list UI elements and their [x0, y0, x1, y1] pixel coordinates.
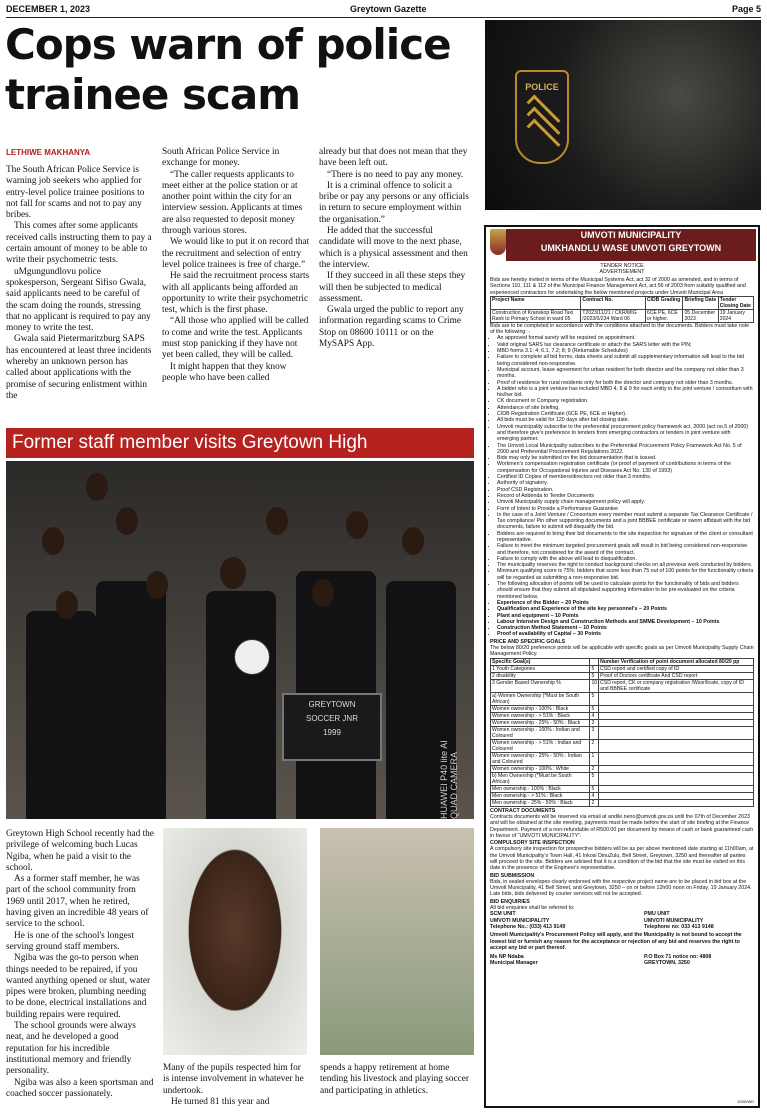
goals-cell: Women ownership - 100% : Indian and Coloured — [491, 726, 590, 739]
goals-row — [491, 799, 754, 806]
condition-item: • The municipality reserves the right to conduct background checks on all previous work conducted by bidders. — [497, 562, 754, 568]
advert-body — [490, 277, 754, 967]
municipal-crest — [490, 229, 506, 255]
goals-row — [491, 705, 754, 712]
paragraph: He added that the successful candidate will move to the next phase, which is a physical assessment and then the interview. — [319, 226, 468, 270]
points-item: • Plant and equipment – 10 Points — [497, 613, 754, 619]
condition-item: • Umvoti municipality subscribe to the preferential procurement policy framework act, 2000 (act no.5 of 2000) and therefore give's preference to tenders from emerging contractors or tenders in joint venture with emerging partner. — [497, 424, 754, 443]
goals-cell — [599, 772, 754, 785]
scm-unit: SCM UNIT — [490, 911, 516, 918]
blazer — [96, 581, 166, 819]
goals-cell: 4 — [590, 712, 599, 719]
table-cell: 05 December 2023 — [683, 309, 718, 322]
face — [266, 507, 288, 535]
condition-item: • The Umvoti Local Municipality subscribes to the Preferential Procurement Policy Framework Act No. 5 of 2000 and Preferential Procurement Regulations 2022. — [497, 443, 754, 456]
goals-cell — [599, 712, 754, 719]
goals-row — [491, 765, 754, 772]
manager-name: Ms NP Ndaba — [490, 954, 524, 961]
condition-item: • Failure to meet the minimum targeted procurement goals will result in bid being considered non-responsive and therefore, not considered for the award of the contract. — [497, 543, 754, 556]
goals-row — [491, 739, 754, 752]
goals-cell: 5 — [590, 672, 599, 679]
goals-cell: 10 — [590, 679, 599, 692]
paragraph: As a former staff member, he was part of the school community from 1969 until 2017, when he retired, having given an incredible 48 years of service to the school. — [6, 874, 149, 930]
points-item: • Construction Method Statement – 10 Points — [497, 625, 754, 631]
goals-header — [590, 658, 599, 665]
goals-header: Number Verification of point document allocated 80/20 pp — [599, 658, 754, 665]
table-header: Contract No. — [581, 296, 645, 309]
condition-item: • Bids may only be submitted on the bid documentation that is issued. — [497, 455, 754, 461]
police-photo — [485, 20, 761, 210]
condition-item: • An approved formal surety will be required on appointment. — [497, 335, 754, 341]
paragraph: It might happen that they know people who have been called — [162, 361, 287, 383]
manager-title: Municipal Manager — [490, 960, 538, 967]
board-line3: 1999 — [323, 728, 341, 737]
condition-item: • Form of Intent to Provide a Performance Guarantee — [497, 506, 754, 512]
pmu-contact — [644, 911, 754, 930]
condition-item: • Proof of residence for rural residents only for both the director and company not older than 3 months. — [497, 380, 754, 386]
goals-row — [491, 719, 754, 726]
goals-row — [491, 665, 754, 672]
goals-cell: 3 — [590, 719, 599, 726]
goals-cell: CSD report, CK or company registration /Wsor/licate, copy of ID and BBBEE certificate — [599, 679, 754, 692]
story2-col1 — [6, 829, 154, 1100]
goals-row — [491, 712, 754, 719]
paragraph: spends a happy retirement at home tending his livestock and playing soccer and participating in athletics. — [320, 1063, 469, 1096]
tender-notice: TENDER NOTICE — [600, 263, 644, 269]
paragraph: already but that does not mean that they have been left out. — [319, 147, 468, 169]
condition-item: • A bidder who is a joint venture has included MBD 4, 8 & 9 for each entity in the joint venture / consortium with his/her bid. — [497, 386, 754, 399]
goals-cell — [599, 726, 754, 739]
story2-col2 — [163, 1063, 309, 1108]
goals-cell — [599, 785, 754, 792]
scm-muni: UMVOTI MUNICIPALITY — [490, 917, 550, 924]
story2-col3 — [320, 1063, 470, 1097]
face — [116, 507, 138, 535]
story2-banner: Former staff member visits Greytown High — [6, 428, 474, 458]
bid-text: Bids, in sealed envelopes clearly endorsed with the respective project name are to be placed in bid box at the Umvoti Municipality, 41 Bell Street, and Greytown, 3250 – on or before 12h00 noon on Friday, 19 January 2024. Late bids, bids delivered by courier services will not be accepted. — [490, 878, 752, 898]
conditions-list — [490, 335, 754, 599]
blazer — [206, 591, 276, 819]
header-rule — [6, 17, 761, 18]
pmu-muni: UMVOTI MUNICIPALITY — [644, 917, 704, 924]
condition-item: • The following allocation of points will be used to calculate points for the functionality of bids and bidders should ensure that they submit all stipulated supporting information to be pre-evaluated on the criteria mentioned below. — [497, 581, 754, 600]
bidders-intro: Bids are to be completed in accordance with the conditions attached to the documents. Bidders must take note of the following: - — [490, 322, 750, 336]
condition-item: • Umvoti Municipality supply chain management policy will apply. — [497, 499, 754, 505]
condition-item: • Authority of signatory. — [497, 480, 754, 486]
points-item: • Proof of availability of Capital – 30 Points — [497, 631, 754, 637]
table-header: Briefing Date — [683, 296, 718, 309]
goals-row — [491, 752, 754, 765]
paragraph: The South African Police Service is warning job seekers who applied for entry-level police trainee positions to not fall for scams and not to pay any bribes. — [6, 165, 145, 221]
goals-cell: 2 — [590, 799, 599, 806]
paragraph: Ngiba was the go-to person when things needed to be repaired, if you wanted anything opened or shut, water pipes were broken, plumbing needing to be done, electrical installations and building repairs were required. — [6, 953, 151, 1020]
goals-cell: Women ownership - 25% - 50% : Black — [491, 719, 590, 726]
table-cell: 19 January 2024 — [718, 309, 753, 322]
goals-row — [491, 785, 754, 792]
headline: Cops warn of police trainee scam — [5, 20, 451, 119]
paragraph: South African Police Service in exchange for money. — [162, 147, 280, 169]
ad-ref: 1000/WD — [737, 1098, 754, 1104]
goals-row — [491, 679, 754, 692]
points-item: • Qualification and Experience of the site key personnel's – 20 Points — [497, 606, 754, 612]
paragraph: He is one of the school's longest serving ground staff members. — [6, 930, 134, 952]
goals-cell: 5 — [590, 692, 599, 705]
tender-advert — [484, 225, 760, 1108]
bid-heading: BID SUBMISSION — [490, 872, 535, 879]
po-box: P.O Box 71 notice no: 4808 — [644, 954, 712, 961]
story1-col1 — [6, 165, 152, 402]
goals-cell: 5 — [590, 785, 599, 792]
scm-tel: Telephone No.: (033) 413 9149 — [490, 923, 566, 930]
goals-row — [491, 792, 754, 799]
badge-text: POLICE — [525, 82, 559, 92]
goals-cell: Women ownership - 100% : White — [491, 765, 590, 772]
condition-item: • MBD forms 3.1; 4; 6.1, 7.2; 8; 9 (Returnable Schedules) — [497, 348, 754, 354]
board-line2: SOCCER JNR — [305, 714, 358, 723]
advert-title-2: UMKHANDLU WASE UMVOTI GREYTOWN — [540, 243, 722, 253]
goals-table — [490, 658, 754, 807]
goals-cell — [599, 792, 754, 799]
goals-cell: CSD report and certified copy of ID — [599, 665, 754, 672]
visit-photo — [320, 828, 474, 1055]
goals-cell: Men ownership - 100% : Black — [491, 785, 590, 792]
site-heading: COMPULSORY SITE INSPECTION — [490, 840, 575, 847]
story1-col2 — [162, 147, 310, 384]
goals-cell: b) Men Ownership (*Must be South African) — [491, 772, 590, 785]
goals-cell: 5 — [590, 665, 599, 672]
paragraph: “All those who applied will be called to come and write the test. Applicants must stop panicking if they have not yet been called, they will be called. — [162, 316, 309, 361]
condition-item: • Minimum qualifying score is 75%; bidders that score less than 75 out of 100 points for the functionality criteria will be regarded as submitting a non-responsive bid. — [497, 568, 754, 581]
paragraph: If they succeed in all these steps they will then be subjected to medical assessment. — [319, 271, 466, 304]
goals-cell: Women ownership - > 51% : Black — [491, 712, 590, 719]
issue-date: DECEMBER 1, 2023 — [6, 4, 91, 14]
project-table — [490, 296, 754, 323]
board-line1: GREYTOWN — [308, 700, 356, 709]
goals-cell: Men ownership - > 51% : Black — [491, 792, 590, 799]
goals-header: Specific Goal(s) — [491, 658, 590, 665]
condition-item: • Bidders are required to bring their bid documents to the site inspection for signature of the client or consultant representative. — [497, 531, 754, 544]
goals-cell: 4 — [590, 792, 599, 799]
enquiries-heading: BID ENQUIRIES — [490, 898, 530, 905]
face — [146, 571, 168, 599]
goals-cell: 3 — [590, 726, 599, 739]
advert-title-1: UMVOTI MUNICIPALITY — [580, 230, 682, 240]
paragraph: “The caller requests applicants to meet either at the police station or at another point within the city for an interview session. Applicants at times are also requested to deposit money through various stores. — [162, 169, 303, 237]
paragraph: We would like to put it on record that the recruitment and selection of entry level police trainees is free of charge.” — [162, 237, 310, 270]
condition-item: • Attendance of site briefing. — [497, 405, 754, 411]
story1-col3 — [319, 147, 469, 350]
table-cell: Construction of Kranskop Road Taxi Rank to Primary School in ward 05 — [491, 309, 581, 322]
contract-heading: CONTRACT DOCUMENTS — [490, 807, 556, 814]
paragraph: Gwala urged the public to report any information regarding scams to Crime Stop on 08600 10111 or on the MySAPS App. — [319, 305, 464, 350]
condition-item: • CIDB Registration Certificate (6CE PE, 6CE or Higher). — [497, 411, 754, 417]
goals-cell: Men ownership - 25% - 50% : Black — [491, 799, 590, 806]
paragraph: Greytown High School recently had the privilege of welcoming buch Lucas Ngiba, when he paid a visit to the school. — [6, 829, 154, 873]
goals-cell: 5 — [590, 705, 599, 712]
page-number: Page 5 — [731, 4, 761, 14]
face — [220, 557, 246, 589]
team-board — [282, 693, 382, 761]
goals-cell — [599, 692, 754, 705]
paragraph: It is a criminal offence to solicit a bribe or pay any persons or any officials in return to secure employment within the organisation.” — [319, 180, 469, 225]
goals-cell: 2 disability — [491, 672, 590, 679]
condition-item: • Valid original SARS tax clearance certificate or attach the SARS letter with the PIN; — [497, 342, 754, 348]
face — [42, 527, 64, 555]
contract-text: Contracts documents will be reserved via email at andile.neno@umvoti.gov.za until the 07th of December 2023 and will be obtained at the site meeting, payments must be made before the start of site briefing at the Finance Department. Payment of a non-refundable of R500.00 per document by means of cash or bank guaranteed cash in favour of “UMVOTI MUNICIPALITY”. — [490, 813, 754, 839]
byline: LETHIWE MAKHANYA — [6, 148, 91, 157]
goals-cell: 3 Gender Based Ownership % — [491, 679, 590, 692]
table-cell: 6CE PE, 6CE or higher. — [645, 309, 683, 322]
manager — [490, 954, 538, 967]
pmu-unit: PMU UNIT — [644, 911, 670, 918]
face — [402, 527, 424, 555]
price-heading: PRICE AND SPECIFIC GOALS — [490, 638, 566, 645]
address — [644, 954, 754, 967]
goals-cell — [599, 799, 754, 806]
goals-cell — [599, 719, 754, 726]
goals-cell — [599, 752, 754, 765]
face — [86, 473, 108, 501]
police-badge — [515, 70, 569, 164]
condition-item: • Record of Addenda to Tender Documents — [497, 493, 754, 499]
paragraph: He said the recruitment process starts with all applicants being afforded an opportunity to write their psychometric test, which is the first phase. — [162, 271, 310, 316]
table-cell: T2023/11/21 / CKR/MIG /2023/0/234 Ward 06 — [581, 309, 645, 322]
contacts — [490, 911, 754, 930]
advert-subtitle — [486, 263, 758, 276]
goals-cell: Women ownership - 25% - 50% : Indian and Coloured — [491, 752, 590, 765]
soccer-ball — [234, 639, 270, 675]
face — [312, 579, 334, 607]
paragraph: Many of the pupils respected him for is intense involvement in whatever he undertook. — [163, 1063, 304, 1096]
table-header: Project Name — [491, 296, 581, 309]
points-item: • Labour Intensive Design and Construction Methods and SMME Development – 10 Points — [497, 619, 754, 625]
paragraph: “There is no need to pay any money. — [327, 169, 464, 180]
policy-text: Umvoti Municipality's Procurement Policy will apply, and the Municipality is not bound to accept the lowest bid or furnish any reason for the acceptance or rejection of any bid and reserves the right to accept any bid or part thereof. — [490, 932, 742, 951]
goals-row — [491, 692, 754, 705]
goals-cell: 5 — [590, 772, 599, 785]
goals-cell: 1 — [590, 752, 599, 765]
blazer — [26, 611, 96, 819]
advert-title — [506, 229, 756, 261]
goals-cell: Women ownership - 100% : Black — [491, 705, 590, 712]
condition-item: • Failure to complete all bid forms, data sheets and submit all supplementary information will lead to the bid being considered non-responsive. — [497, 354, 754, 367]
points-item: • Experience of the Bidder – 20 Points — [497, 600, 754, 606]
face — [56, 591, 78, 619]
enquiries-text: All bid enquiries shall be referred to: — [490, 905, 575, 912]
pmu-tel: Telephone no: 033 413 9148 — [644, 923, 714, 930]
group-photo — [6, 461, 474, 819]
condition-item: • Proof CSD Registration. — [497, 487, 754, 493]
scm-contact — [490, 911, 565, 930]
condition-item: • Certified ID Copies of members/directors not older than 3 months. — [497, 474, 754, 480]
po-box-town: GREYTOWN, 3250 — [644, 960, 690, 967]
price-text: The below 80/20 preference points will be applicable with specific goals as per Umvoti Municipality Supply Chain Management Policy. — [490, 645, 754, 658]
paragraph: He turned 81 this year and — [171, 1096, 270, 1107]
goals-cell — [599, 765, 754, 772]
condition-item: • Workmen's compensation registration certificate (or proof of payment of contributions in terms of the compensation for Occupational Injuries and Diseases Act No. 130 of 1993) — [497, 461, 754, 474]
goals-cell: 1 Youth Categories — [491, 665, 590, 672]
table-header: Tender Closing Date — [718, 296, 753, 309]
face — [346, 511, 368, 539]
paragraph: The school grounds were always neat, and he developed a good reputation for his incredible institutional memory and friendly personality. — [6, 1021, 136, 1077]
goals-row — [491, 672, 754, 679]
condition-item: • CK document or Company registration. — [497, 398, 754, 404]
camera-credit: HUAWEI P40 lite AI QUAD CAMERA — [439, 740, 459, 819]
paper-name: Greytown Gazette — [350, 4, 427, 14]
goals-cell: 2 — [590, 739, 599, 752]
advertisement: ADVERTISEMENT — [599, 269, 645, 276]
goals-cell — [599, 705, 754, 712]
goals-cell: 2 — [590, 765, 599, 772]
condition-item: • Failure to comply with the above will lead to disqualification. — [497, 556, 754, 562]
goals-cell: Women ownership - > 51% : Indian and Coloured — [491, 739, 590, 752]
table-header: CIDB Grading — [645, 296, 683, 309]
paragraph: uMgungundlovu police spokesperson, Sergeant Sifiso Gwala, said applicants need to be careful of the scam doing the rounds, stressing that no applicant is required to pay any money to write the test. — [6, 266, 151, 334]
signoff — [490, 954, 754, 967]
condition-item: • All bids must be valid for 120 days after bid closing date. — [497, 417, 754, 423]
goals-row — [491, 726, 754, 739]
portrait-photo — [163, 828, 307, 1055]
condition-item: • Municipal account, lease agreement for urban resident for both director and the company not older than 3 months. — [497, 367, 754, 380]
paragraph: Gwala said Pietermaritzburg SAPS has encountered at least three incidents whereby an unknown person has called about applications with the promise of securing enlistment within the — [6, 334, 152, 401]
site-text: A compulsory site inspection for prospective bidders will be as per above mentioned date starting at 11h00am, at the Umvoti Municipality's Town Hall, 41 Inkosi DinuZulu, Bell Street, Greytown, 3250 and thereafter all parties will proceed to the site. Bidders are advised that it is a condition of the bid that the site must be visited on this date in the presence of the Engineer's representative. — [490, 846, 754, 872]
points-list — [490, 600, 754, 638]
goals-cell — [599, 739, 754, 752]
goals-cell: a) Women Ownership (*Must be South African) — [491, 692, 590, 705]
paragraph: Ngiba was also a keen sportsman and coached soccer passionately. — [6, 1077, 154, 1099]
goals-cell: Proof of Doctors certificate And CSD report — [599, 672, 754, 679]
condition-item: • In the case of a Joint Venture / Consortium every member must submit a separate Tax Clearance Certificate / Tax compliance/ Pin other supporting documents and a joint BBBEE certificate or sworn affidavit with the bid documents, failure to submit will disqualify the bid. — [497, 512, 754, 531]
advert-intro: Bids are hereby invited in terms of the Municipal Systems Act, act 32 of 2000 as amended, and in terms of Sections 110, 111 & 112 of the Municipal Finance Management Act, act 56 of 2003 from suitably qualified and experienced contractors for undertaking the below mentioned projects under Umvoti Municipal Area — [490, 277, 746, 296]
page-header — [6, 2, 761, 16]
goals-row — [491, 772, 754, 785]
paragraph: This comes after some applicants received calls instructing them to pay a certain amount of money to be able to write their psychometric tests. — [6, 221, 152, 266]
